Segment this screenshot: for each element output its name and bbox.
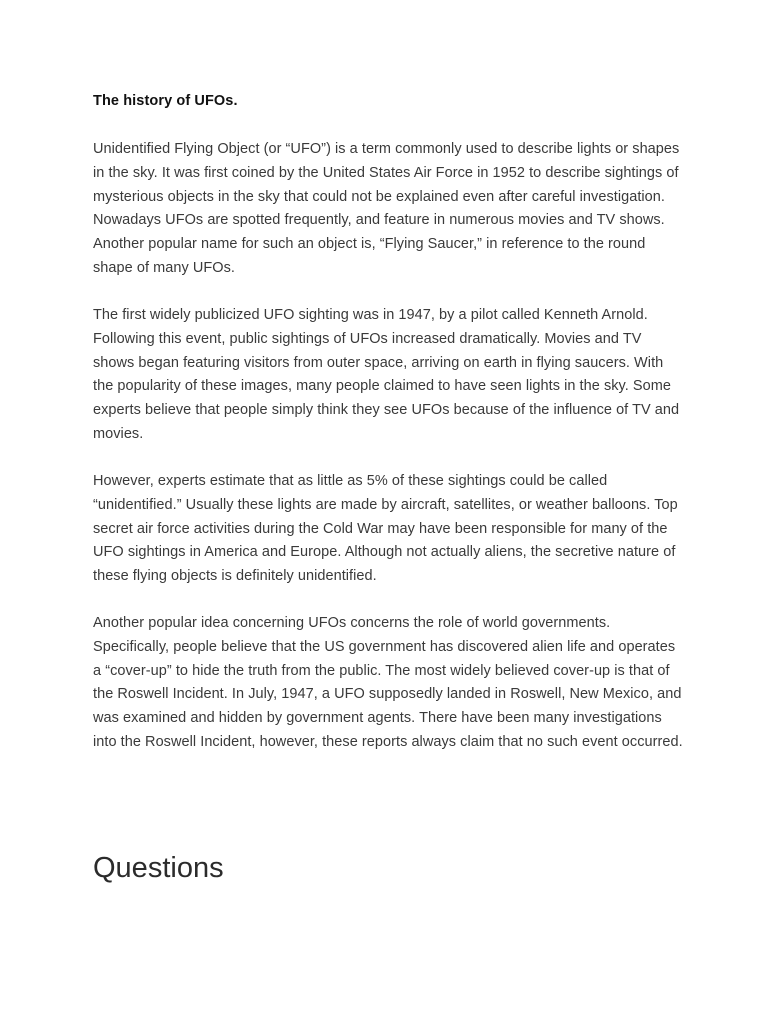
paragraph-intro: Unidentified Flying Object (or “UFO”) is a term commonly used to describe lights or shapes in the sky. It was first coined by the United States Air Force in 1952 to describe sightings of mysterious objects in the sky that could not be explained even after careful investigation. Nowadays UFOs are spotted frequently, and feature in numerous movies and TV shows. Another popular name for such an object is, “Flying Saucer,” in reference to the round shape of many UFOs. [93,141,680,276]
paragraph-first-sighting: The first widely publicized UFO sighting was in 1947, by a pilot called Kenneth Arnold. Following this event, public sightings of UFOs increased dramatically. Movies and TV shows began featuring visitors from outer space, arriving on earth in flying saucers. With the popularity of these images, many people claimed to have seen lights in the sky. Some experts believe that people simply think they see UFOs because of the influence of TV and movies. [93,307,680,442]
page-title: The history of UFOs. [93,93,238,109]
paragraph-unidentified: However, experts estimate that as little as 5% of these sightings could be called “unidentified.” Usually these lights are made by aircraft, satellites, or weather balloons. Top secret air force activities during the Cold War may have been responsible for many of the UFO sightings in America and Europe. Although not actually aliens, the secretive nature of these flying objects is definitely unidentified. [93,473,678,585]
questions-heading: Questions [93,852,224,884]
paragraph-cover-up: Another popular idea concerning UFOs concerns the role of world governments. Specifically, people believe that the US government has discovered alien life and operates a “cover-up” to hide the truth from the public. The most widely believed cover-up is that of the Roswell Incident. In July, 1947, a UFO supposedly landed in Roswell, New Mexico, and was examined and hidden by government agents. There have been many investigations into the Roswell Incident, however, these reports always claim that no such event occurred. [93,615,683,750]
